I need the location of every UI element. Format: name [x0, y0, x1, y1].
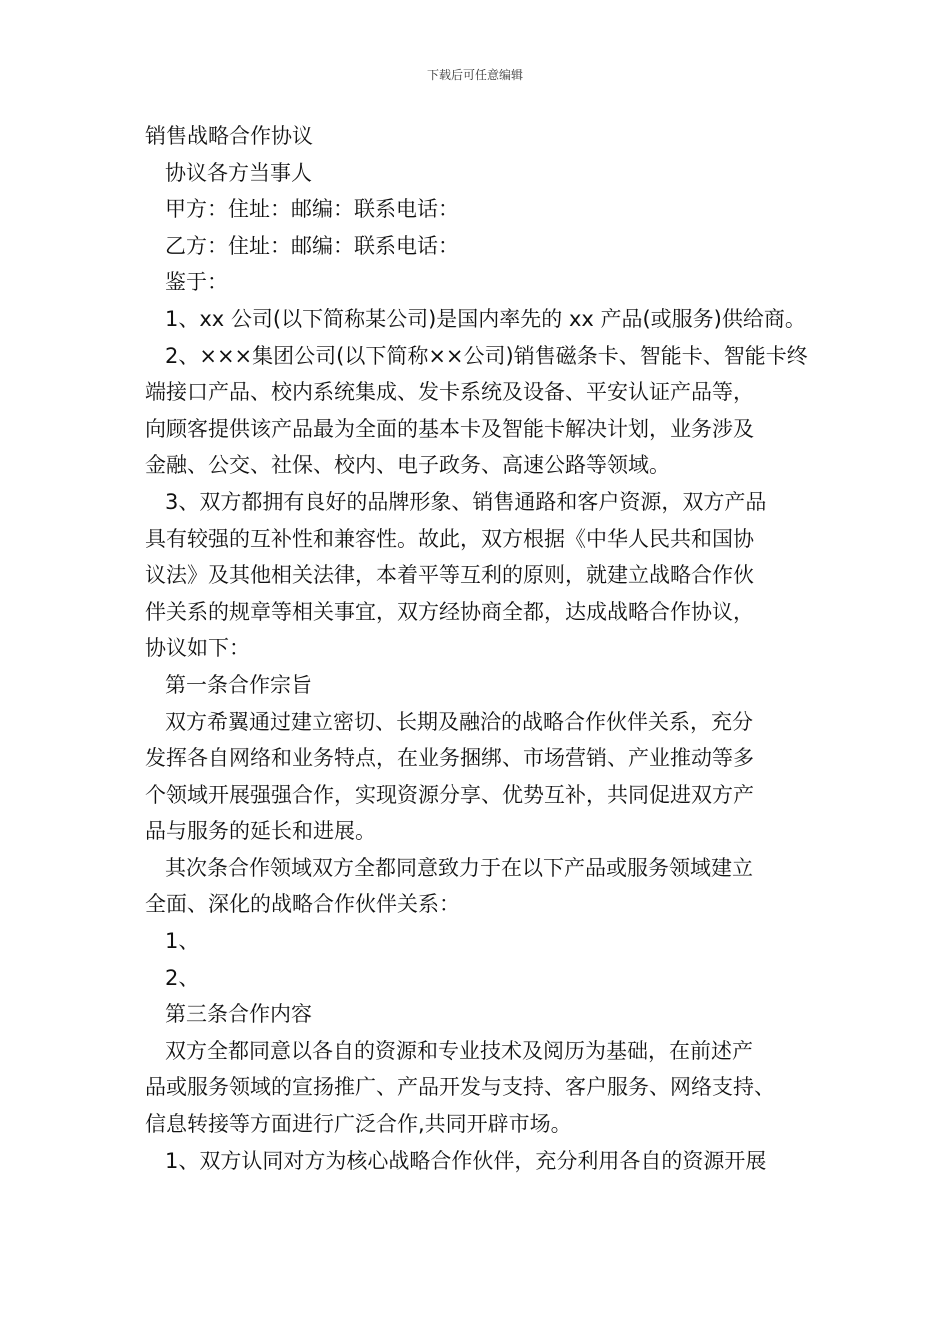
- section-heading: 第三条合作内容: [165, 1002, 312, 1027]
- paragraph-line: 品与服务的延长和进展。: [145, 819, 376, 844]
- paragraph-line: 鉴于：: [165, 270, 228, 295]
- paragraph-line: 1、双方认同对方为核心战略合作伙伴，充分利用各自的资源开展: [165, 1148, 767, 1173]
- paragraph-line: 2、×××集团公司(以下简称××公司)销售磁条卡、智能卡、智能卡终: [165, 343, 808, 368]
- paragraph-line: 个领域开展强强合作，实现资源分享、优势互补，共同促进双方产: [145, 782, 754, 807]
- list-item: 1、: [165, 929, 200, 954]
- paragraph-line: 协议各方当事人: [165, 160, 312, 185]
- list-item: 2、: [165, 965, 200, 990]
- paragraph-line: 甲方：住址：邮编：联系电话：: [165, 197, 459, 222]
- paragraph-line: 1、xx 公司(以下简称某公司)是国内率先的 xx 产品(或服务)供给商。: [165, 306, 806, 331]
- header-note: 下载后可任意编辑: [426, 68, 523, 82]
- paragraph-line: 双方希翼通过建立密切、长期及融洽的战略合作伙伴关系，充分: [165, 709, 753, 734]
- paragraph-line: 信息转接等方面进行广泛合作,共同开辟市场。: [145, 1112, 572, 1137]
- paragraph-line: 双方全都同意以各自的资源和专业技术及阅历为基础，在前述产: [165, 1038, 753, 1063]
- document-body: [145, 118, 815, 1179]
- paragraph-line: 伴关系的规章等相关事宜，双方经协商全都，达成战略合作协议，: [145, 599, 754, 624]
- paragraph-line: 其次条合作领域双方全都同意致力于在以下产品或服务领域建立: [165, 855, 753, 880]
- paragraph-line: 发挥各自网络和业务特点，在业务捆绑、市场营销、产业推动等多: [145, 746, 754, 771]
- paragraph-line: 金融、公交、社保、校内、电子政务、高速公路等领域。: [145, 453, 670, 478]
- paragraph-line: 向顾客提供该产品最为全面的基本卡及智能卡解决计划，业务涉及: [145, 416, 754, 441]
- paragraph-line: 议法》及其他相关法律，本着平等互利的原则，就建立战略合作伙: [145, 563, 754, 588]
- paragraph-line: 端接口产品、校内系统集成、发卡系统及设备、平安认证产品等，: [145, 380, 754, 405]
- paragraph-line: 品或服务领域的宣扬推广、产品开发与支持、客户服务、网络支持、: [145, 1075, 775, 1100]
- paragraph-line: 全面、深化的战略合作伙伴关系：: [145, 892, 460, 917]
- paragraph-line: 协议如下：: [145, 636, 250, 661]
- document-title: 销售战略合作协议: [145, 124, 313, 148]
- paragraph-line: 乙方：住址：邮编：联系电话：: [165, 233, 459, 258]
- section-heading: 第一条合作宗旨: [165, 672, 312, 697]
- paragraph-line: 3、双方都拥有良好的品牌形象、销售通路和客户资源，双方产品: [165, 489, 767, 514]
- paragraph-line: 具有较强的互补性和兼容性。故此，双方根据《中华人民共和国协: [145, 526, 754, 551]
